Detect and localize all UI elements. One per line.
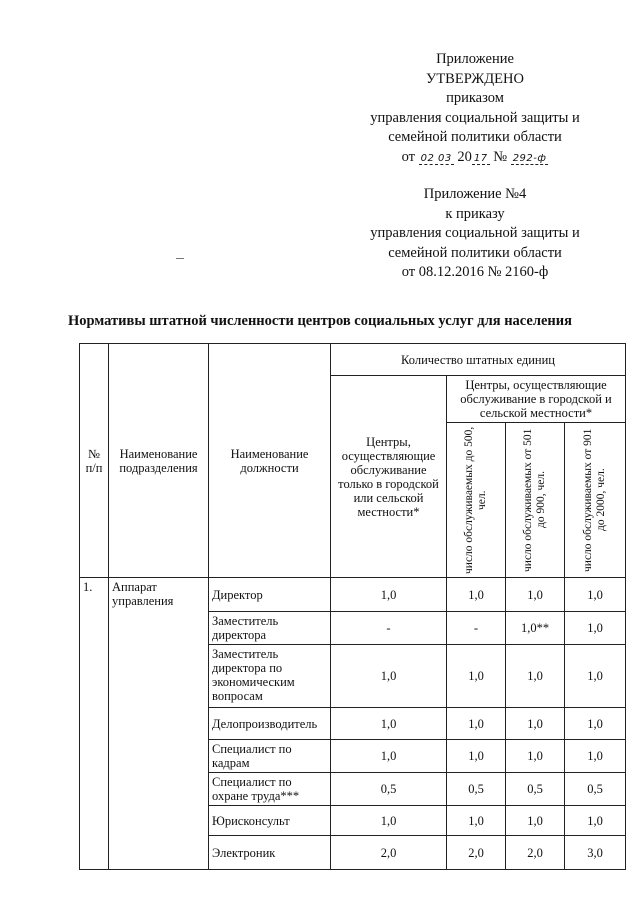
header-num: № п/п [80, 344, 109, 578]
value-cell: 1,0 [506, 806, 565, 836]
value-cell: 1,0** [506, 612, 565, 645]
position-cell: Заместитель директора по экономическим вопросам [209, 645, 331, 708]
table-row [80, 578, 626, 612]
value-cell: 1,0 [506, 740, 565, 773]
approval-line: управления социальной защиты и [370, 109, 580, 126]
value-cell: 1,0 [447, 806, 506, 836]
section-number: 1. [80, 578, 109, 870]
value-cell: 1,0 [565, 578, 626, 612]
section-unit: Аппарат управления [109, 578, 209, 870]
number-sign: № [493, 148, 508, 165]
date-prefix: от [401, 148, 415, 165]
value-cell: 1,0 [565, 806, 626, 836]
value-cell: - [447, 612, 506, 645]
appendix-line: управления социальной защиты и [370, 225, 580, 241]
year-prefix: 20 [457, 148, 472, 165]
value-cell: 1,0 [331, 645, 447, 708]
handwritten-number: 292-ф [512, 152, 547, 164]
appendix-line: семейной политики области [388, 244, 562, 261]
value-cell: 3,0 [565, 836, 626, 870]
header-sub-900-text: число обслуживаемых от 501 до 900, чел. [522, 428, 547, 572]
value-cell: 1,0 [447, 740, 506, 773]
value-cell: 1,0 [331, 708, 447, 740]
value-cell: 0,5 [565, 773, 626, 806]
value-cell: 2,0 [447, 836, 506, 870]
value-cell: 1,0 [565, 708, 626, 740]
header-position: Наименование должности [209, 344, 331, 578]
value-cell: 1,0 [331, 806, 447, 836]
document-title: Нормативы штатной численности центров социальных услуг для населения [68, 313, 572, 329]
position-cell: Заместитель директора [209, 612, 331, 645]
value-cell: 1,0 [447, 645, 506, 708]
stray-mark [176, 258, 184, 259]
staffing-table [79, 343, 626, 870]
value-cell: - [331, 612, 447, 645]
position-cell: Юрисконсульт [209, 806, 331, 836]
value-cell: 1,0 [565, 612, 626, 645]
header-unit: Наименование подразделения [109, 344, 209, 578]
appendix-block [330, 185, 620, 283]
header-urban-or-rural: Центры, осуществляющие обслуживание только в городской или сельской местности* [331, 376, 447, 578]
position-cell: Директор [209, 578, 331, 612]
position-cell: Специалист по кадрам [209, 740, 331, 773]
handwritten-year: 17 [473, 152, 488, 164]
value-cell: 1,0 [565, 645, 626, 708]
value-cell: 1,0 [506, 708, 565, 740]
value-cell: 1,0 [331, 578, 447, 612]
value-cell: 0,5 [506, 773, 565, 806]
value-cell: 2,0 [506, 836, 565, 870]
appendix-line: к приказу [445, 205, 505, 222]
position-cell: Специалист по охране труда*** [209, 773, 331, 806]
value-cell: 0,5 [447, 773, 506, 806]
approval-line: приказом [446, 90, 504, 106]
handwritten-date: 02 03 [420, 152, 452, 164]
header-urban-and-rural: Центры, осуществляющие обслуживание в городской и сельской местности* [447, 376, 626, 423]
approval-line: УТВЕРЖДЕНО [426, 70, 524, 87]
position-cell: Делопроизводитель [209, 708, 331, 740]
value-cell: 1,0 [506, 578, 565, 612]
value-cell: 2,0 [331, 836, 447, 870]
approval-date-line [330, 148, 620, 169]
value-cell: 1,0 [565, 740, 626, 773]
value-cell: 1,0 [331, 740, 447, 773]
header-sub-2000-text: число обслуживаемых от 901 до 2000, чел. [582, 428, 608, 572]
approval-line: Приложение [436, 51, 514, 67]
appendix-line: от 08.12.2016 № 2160-ф [401, 264, 549, 280]
appendix-line: Приложение №4 [423, 186, 527, 202]
approval-block [330, 50, 620, 168]
header-sub-500-text: число обслуживаемых до 500, чел. [463, 426, 488, 574]
value-cell: 1,0 [506, 645, 565, 708]
header-sub-500 [447, 423, 506, 578]
header-sub-900 [506, 423, 565, 578]
header-sub-2000 [565, 423, 626, 578]
approval-line: семейной политики области [388, 129, 562, 145]
header-quantity: Количество штатных единиц [331, 344, 626, 376]
value-cell: 1,0 [447, 708, 506, 740]
value-cell: 1,0 [447, 578, 506, 612]
value-cell: 0,5 [331, 773, 447, 806]
position-cell: Электроник [209, 836, 331, 870]
